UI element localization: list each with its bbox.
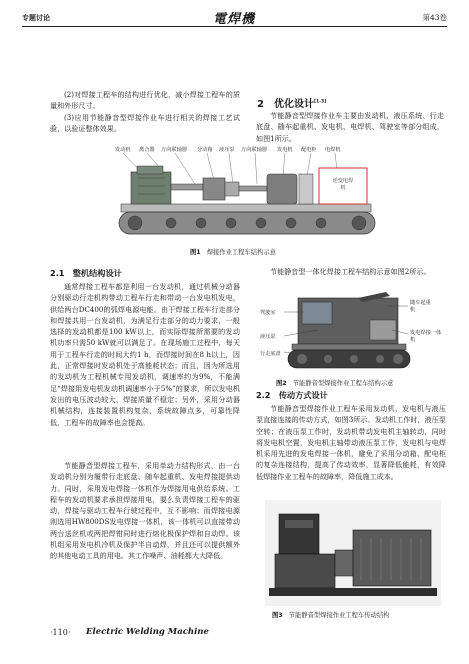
fig1-box-label: 逆变电焊机 xyxy=(332,178,354,191)
fig1-drawing xyxy=(115,146,377,238)
figure-3 xyxy=(265,500,441,606)
section-2-title: 2 优化设计 xyxy=(257,99,314,110)
figure-3-caption-text: 节能静音型焊接作业工程车传动结构 xyxy=(288,612,390,619)
section-2-1-body: 通常焊接工程车都是利用一台发动机，通过机械分动器分别驱动行走机构带动工程车行走和带动一台发电机发电，供给两台DC400的弧焊电源电能。由于焊接工程车行走部分和焊接共用一台发动机，为满足行走部分的动力要求，一般选择的发动机都是100 kW以上，而实际焊接所需要的发动机功率只需50 kW就可以满足了。在现场施工过程中，每天用于工程车行走的时间大约1 h，而焊接时间在8 h以上，因此，正常焊接时发动机处于高能耗状态；而且，因为所选用的发动机为工程机械专用发动机，调速率约为9%，不能满足“焊接用发电机发动机调速率小于5%”的要求，所以发电机发出的电压波动较大，焊接质量不稳定；另外，采用分动器机械结构，连接装置机构复杂，系统故障点多，可靠性降低，工程车的故障率也会提高。 xyxy=(50,282,240,427)
fig1-label-switchgear: 配电柜 xyxy=(301,147,317,153)
fig1-label-hydraulic-pump: 液压泵 xyxy=(219,147,235,153)
figure-2 xyxy=(258,290,446,372)
header-section: 专题讨论 xyxy=(22,14,50,22)
figure-3-number: 图3 xyxy=(272,612,283,619)
fig1-label-clutch: 离合器 xyxy=(139,147,155,153)
fig1-label-engine: 发动机 xyxy=(115,147,131,153)
figure-1-number: 图1 xyxy=(190,249,201,256)
figure-2-caption xyxy=(276,378,393,387)
figure-2-intro: 节能静音型一体化焊接工程车结构示意如图2所示。 xyxy=(270,267,431,276)
section-2-2-heading: 2.2 传动方式设计 xyxy=(256,390,328,400)
fig2-label-chassis: 行走底盘 xyxy=(260,351,281,357)
fig1-label-generator: 发电机 xyxy=(277,147,293,153)
footer-magazine: Electric Welding Machine xyxy=(86,627,209,637)
fig2-label-pump: 液压泵 xyxy=(260,334,276,340)
header-volume: 第43卷 xyxy=(422,13,447,22)
paragraph-2: (2)对焊接工程车的结构进行优化，减小焊接工程车的质量和外形尺寸。 xyxy=(50,90,240,111)
fig2-label-crane: 随车起重机 xyxy=(410,300,431,313)
figure-2-caption-text: 节能静音型焊接作业工程车结构示意 xyxy=(292,380,394,387)
fig1-label-welder: 电焊机 xyxy=(325,147,341,153)
section-2-2-body: 节能静音型焊接作业工程车采用发动机、发电机与液压泵直接连接的传动方式，如图3所示。发动机工作时，液压泵空转；在液压泵工作时，发动机带动发电机主轴转动，同时将发电机空置，发电机主轴带动液压泵工作，发电机与电焊机采用先进的发电焊接一体机，避免了采用分动箱、配电柜的复杂连接结构，提高了传动效率，显著降低能耗，有效降低焊接作业工程车的故障率，降低施工成本。 xyxy=(256,404,446,481)
figure-3-caption xyxy=(272,610,389,619)
figure-1-caption-text: 焊接作业工程车结构示意 xyxy=(206,249,276,256)
paragraph-3: (3)应用节能静音型焊接作业车进行相关的焊接工艺试验，以验证整体效果。 xyxy=(50,113,240,134)
header-rule xyxy=(22,26,447,27)
section-2-body: 节能静音型焊接作业车主要由发动机、液压系统、行走底盘、随车起重机、发电机、电焊机、驾驶室等部分组成，如图1所示。 xyxy=(256,111,444,143)
figure-2-number: 图2 xyxy=(276,380,287,387)
fig1-label-transfer-case: 分动箱 xyxy=(197,147,213,153)
fig2-label-cab: 驾驶室 xyxy=(260,310,276,316)
figure-1 xyxy=(115,146,377,238)
section-2-1-body-2: 节能静音型焊接工程车，采用单动力结构形式，由一台发动机分别为履带行走底盘、随车起重机、发电焊接提供动力。同时，采用发电焊接一体机作为焊接用电供给系统。工程车的发动机要求承担焊接用电，要么负责焊接工程车的驱动，焊接与驱动工程车行驶过程中，互不影响；而焊接电源则选用HW800DS发电焊接一体机，该一体机可以直接带动两台送丝机或两把焊钳同时进行熔化极保护焊和自动焊。该机组采用发电机冷机及保护半自动焊，并且还可以提供额外的其他电动工具的用电。其工作噪声、油耗都大大降低。 xyxy=(50,461,240,561)
page-number: ·110· xyxy=(50,628,71,637)
fig2-label-generator: 发电焊接一体机 xyxy=(410,330,442,343)
section-2-heading xyxy=(257,95,326,110)
journal-logo: 電焊機 xyxy=(213,12,256,27)
fig1-label-ujoint-1: 万向联轴器 xyxy=(161,147,187,153)
fig1-label-ujoint-2: 万向联轴器 xyxy=(241,147,267,153)
fig3-drawing xyxy=(265,500,441,606)
figure-1-caption xyxy=(190,247,276,256)
section-2-ref: [1-3] xyxy=(313,99,327,105)
section-2-1-heading: 2.1 整机结构设计 xyxy=(50,268,122,278)
